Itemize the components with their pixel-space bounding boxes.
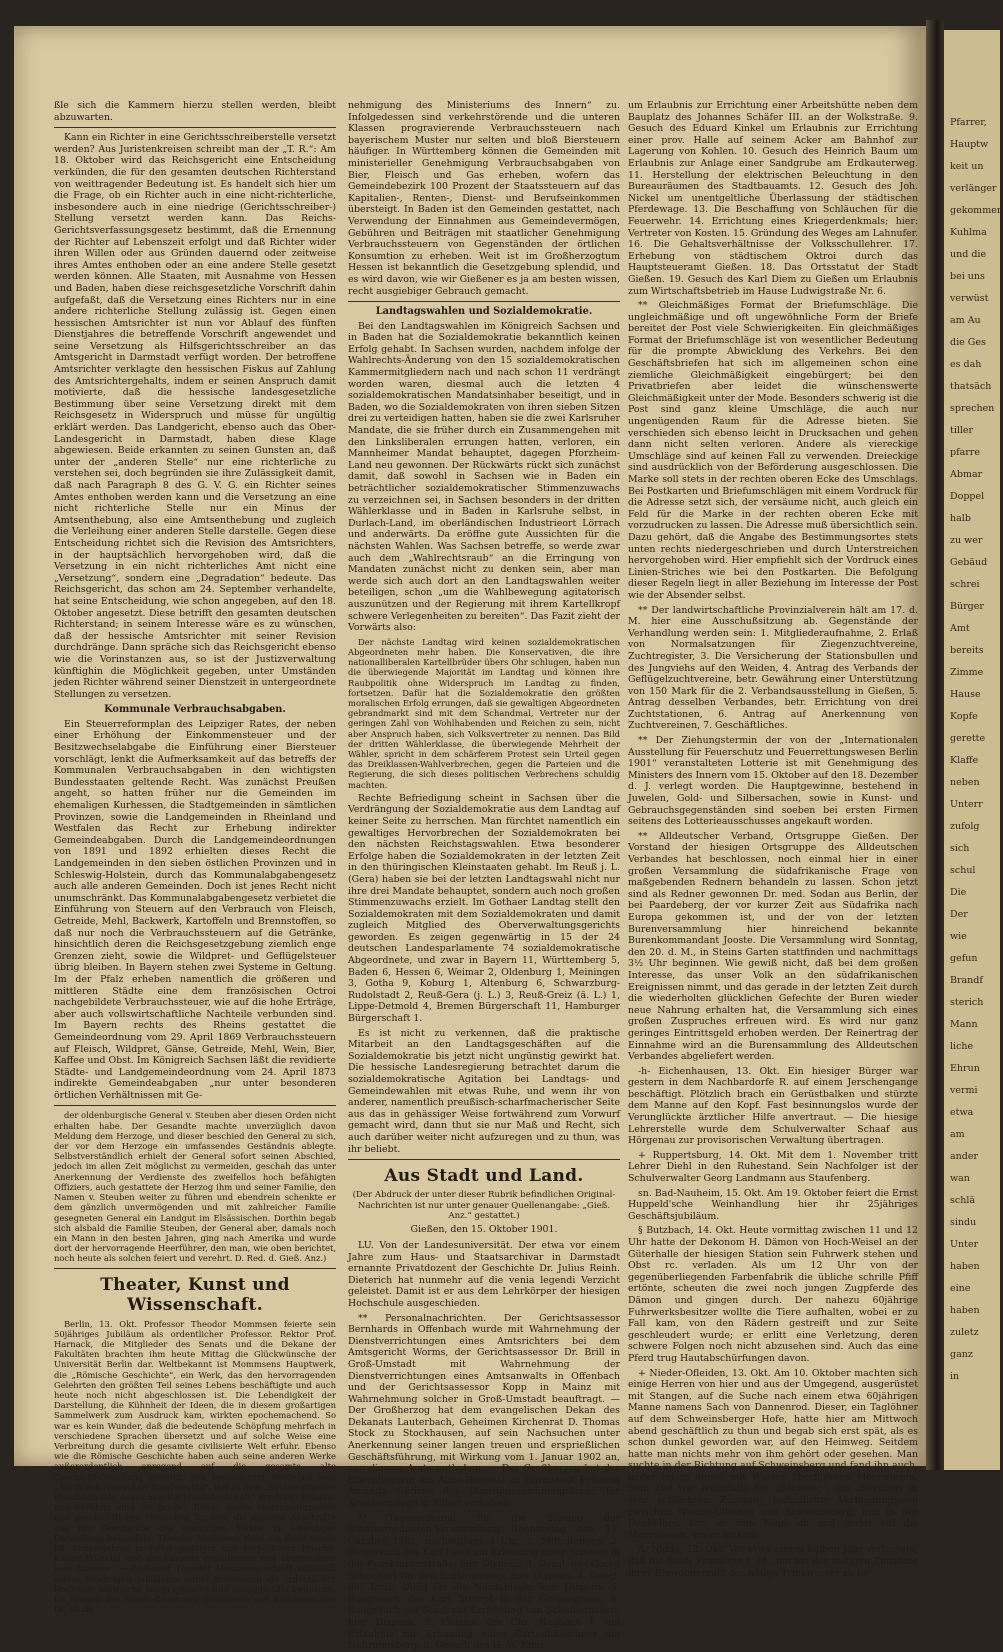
next-page-line: haben xyxy=(950,1261,980,1272)
next-page-line: Kopfe xyxy=(950,711,978,722)
article-continuation: um Erlaubnis zur Errichtung einer Arbeitshütte neben dem Bauplatz des Johannes Schäfer III. an der Wolkstraße. 9. Gesuch des Eduard Kinkel um Erlaubnis zur Errichtung einer prov. Halle auf seinem Acker am Bahnhof zur Lagerung von Kohlen. 10. Gesuch des Heinrich Baum um Erlaubnis zur Anlage einer Sandgrube am Erdkauterweg. 11. Herstellung der elektrischen Beleuchtung in den Bureauräumen des Stadtbauamts. 12. Gesuch des Joh. Nickel um unentgeltliche Überlassung der städtischen Pferdewage. 13. Die Beschaffung von Schläuchen für die Feuerwehr. 14. Errichtung eines Kriegerdenkmals; hier: Vertreter von Kosten. 15. Gründung des Weges am Lahnufer. 16. Die Gehaltsverhältnisse der Volksschullehrer. 17. Erhebung von städtischem Oktroi durch das Hauptsteueramt Gießen. 18. Das Ortsstatut der Stadt Gießen. 19. Gesuch des Karl Diem zu Gießen um Erlaubnis zum Wirtschaftsbetrieb im Hause Ludwigstraße Nr. 6. xyxy=(628,100,918,297)
next-page-line: gerette xyxy=(950,733,986,744)
next-page-line: Unter xyxy=(950,1239,979,1250)
divider xyxy=(348,1159,620,1160)
heading-verbrauchsabgaben: Kommunale Verbrauchsabgaben. xyxy=(104,704,286,716)
next-page-line: sich xyxy=(950,843,970,854)
page-gutter xyxy=(926,20,944,1470)
next-page-line: Klaffe xyxy=(950,755,979,766)
article-eichenhausen: -h- Eichenhausen, 13. Okt. Ein hiesiger Bürger war gestern in dem Nachbardorfe R. auf einem Jerschengange beschäftigt. Plötzlich brach ein Gerüstbalken und stürzte dem Manne auf den Kopf. Fast besinnungslos wurde der Verunglückte ärztlicher Hilfe anvertraut. — Die hiesige Lehrerstelle wurde dem Schulverwalter Schaaf aus Hörgenau zur provisorischen Verwaltung übertragen. xyxy=(628,1065,918,1147)
column-1 xyxy=(54,100,336,1615)
next-page-line: liche xyxy=(950,1041,974,1052)
next-page-line: Doppel xyxy=(950,491,985,502)
next-page-line: sprechen xyxy=(950,403,995,414)
column-3 xyxy=(628,100,918,1579)
next-page-line: wie xyxy=(950,931,967,942)
next-page-line: Kuhlma xyxy=(950,227,987,238)
next-page-line: pfarre xyxy=(950,447,980,458)
next-page-line: etwa xyxy=(950,1107,974,1118)
next-page-line: Hauptw xyxy=(950,139,989,150)
next-page-line: Mann xyxy=(950,1019,978,1030)
next-page-line: Gebäud xyxy=(950,557,988,568)
article-quote-vorwaerts: Der nächste Landtag wird keinen sozialdemokratischen Abgeordneten mehr haben. Die Konservativen, die ihre nationalliberalen Kartellbrüder übers Ohr schlugen, haben nun die überwiegende Majorität im Landtag und können ihre Raubpolitik ohne Widerspruch im Landtag zu finden, fortsetzen. Dafür hat die Sozialdemokratie den größten moralischen Erfolg errungen, daß sie gewaltigen Abgeordneten gebrandmarkt sind mit dem Schandmal, Vertreter nur der geringen Zahl von Wohlhabenden und Reichen zu sein, nicht aber Anspruch haben, sich Volksvertreter zu nennen. Das Bild der dritten Wählerklasse, die überwiegende Mehrheit der Wähler, spricht in dem schärferem Protest sein Urteil gegen das Dreiklassen-Wahlverbrechen, gegen die Parteien und die Regierung, die sich dieses politischen Verbrechens schuldig machten. xyxy=(348,636,620,790)
next-page-edge xyxy=(944,30,1003,1470)
next-page-line: Amt xyxy=(950,623,970,634)
next-page-line: es dah xyxy=(950,359,982,370)
article-continuation: ßle sich die Kammern hierzu stellen werden, bleibt abzuwarten. xyxy=(54,100,336,123)
next-page-line: Zimme xyxy=(950,667,984,678)
article-ruppertsburg: + Ruppertsburg, 14. Okt. Mit dem 1. November tritt Lehrer Diehl in den Ruhestand. Sein Nachfolger ist der Schulverwalter Georg Landmann aus Staufenberg. xyxy=(628,1149,918,1185)
next-page-line: bereits xyxy=(950,645,984,656)
next-page-line: gefun xyxy=(950,953,978,964)
next-page-line: die Ges xyxy=(950,337,986,348)
next-page-line: halb xyxy=(950,513,971,524)
next-page-line: schlä xyxy=(950,1195,976,1206)
next-page-line: Die xyxy=(950,887,967,898)
divider xyxy=(54,127,336,128)
divider xyxy=(348,301,620,302)
article-continuation: nehmigung des Ministeriums des Innern“ zu. Infolgedessen sind verkehrstörende und die unteren Klassen progravierende Verbrauchssteuern nach bayerischem Muster nur selten und bloß Biersteuern häufiger. In Württemberg können die Gemeinden mit ministerieller Genehmigung Verbrauchsabgaben von Bier, Fleisch und Gas erheben, wofern das Gemeindebezirk 100 Prozent der Staatssteuern auf das Kapitalien-, Renten-, Dienst- und Berufseinkommen übersteigt. In Baden ist den Gemeinden gestattet, nach Verwendung der Einnahmen aus Gemeindevermögen, Gebühren und Beiträgen mit staatlicher Genehmigung Verbrauchssteuern von Gegenständen der örtlichen Konsumtion zu erheben. Weit ist im Großherzogtum Hessen ist bekanntlich die Gesetzgebung splendid, und es wird davon, wie wir Gießener es ja am besten wissen, recht ausgiebiger Gebrauch gemacht. xyxy=(348,100,620,297)
section-title-stadt-land: Aus Stadt und Land. xyxy=(384,1166,584,1187)
next-page-line: Hause xyxy=(950,689,981,700)
next-page-line: gekommen xyxy=(950,205,1003,216)
next-page-line: zufolg xyxy=(950,821,980,832)
article-mitarbeit: Es ist nicht zu verkennen, daß die praktische Mitarbeit an den Landtagsgeschäften auf die Sozialdemokratie bis jetzt nicht ungünstig gewirkt hat. Die hessische Landesregierung betrachtet darum die sozialdemokratische Agitation bei Landtags- und Gemeindewahlen mit etwas Ruhe, und wenn ihr von anderer, namentlich preußisch-scharfmacherischer Seite aus das in gehässiger Weise fortwährend zum Vorwurf gemacht wird, dann thut sie nur Maß und Recht, sich auch darüber weiter nicht aufzuregen und zu thun, was ihr beliebt. xyxy=(348,1027,620,1155)
article-verbrauchsabgaben: Ein Steuerreformplan des Leipziger Rates, der neben einer Erhöhung der Einkommensteuer und der Besitzwechselabgabe die Einführung einer Biersteuer vorschlägt, lenkt die Aufmerksamkeit auf das betreffs der Kommunalen Verbrauchsabgaben in den wichtigsten Bundesstaaten geltende Recht. Was zunächst Preußen angeht, so hatten früher nur die Gemeinden im ehemaligen Kurhessen, die Stadtgemeinden in sämtlichen Provinzen, sowie die Landgemeinden in Rheinland und Westfalen das Recht zur Erhebung indirekter Gemeindeabgaben. Durch die Landgemeindeordnungen von 1891 und 1892 erhielten dieses Recht die Landgemeinden in den sieben östlichen Provinzen und in Schleswig-Holstein, durch das Kommunalabgabengesetz auch alle anderen Gemeinden. Doch ist jenes Recht nicht unumschränkt. Das Kommunalabgabengesetz verbietet die Einführung von Steuern auf den Verbrauch von Fleisch, Getreide, Mehl, Backwerk, Kartoffeln und Brennstoffen, so daß nur noch die Verbrauchssteuern auf die Getränke, hinsichtlich deren die Reichsgesetzgebung ziemlich enge Grenzen zieht, sowie die Wildpret- und Geflügelsteuer übrig bleiben. In Bayern stehen zwei Systeme in Geltung. Im der Pfalz erheben namentlich die größeren und mittleren Städte eine dem französischen Octroi nachgebildete Verbrauchssteuer, wie auf die hohe Erträge, aber auch vollswirtschaftliche Nachteile verbunden sind. Im Bayern rechts des Rheins gestattet die Gemeindeordnung vom 29. April 1869 Verbrauchssteuern auf Fleisch, Wildpret, Gänse, Getreide, Mehl, Wein, Bier, Kaffee und Obst. Im Königreich Sachsen läßt die revidierte Städte- und Landgemeindeordnung vom 24. April 1873 indirekte Gemeindeabgaben „nur unter besonderen örtlichen Verhältnissen mit Ge- xyxy=(54,718,336,1101)
next-page-text xyxy=(944,30,1003,1383)
article-mommsen: Berlin, 13. Okt. Professor Theodor Mommsen feierte sein 50jähriges Jubiläum als ordentlicher Professor. Rektor Prof. Harnack, die Mitglieder des Senats und die Dekane der Fakultäten brachten ihm heute Mittag die Glückwünsche der Universität Berlin dar. Weltbekannt ist Mommsens Hauptwerk, die „Römische Geschichte“, ein Werk, das den hervorragenden Gelehrten den größten Teil seines Lebens beschäftigte und auch heute noch nicht abgeschlossen ist. Die Lebendigkeit der Darstellung, die Kühnheit der Ideen, die in diesem großartigen Sammelwerk zum Ausdruck kam, wirkten epochemachend. So war es kein Wunder, daß die bedeutende Schöpfung mehrfach in verschiedene Sprachen übersetzt und auf solche Weise eine Verbreitung durch die gesamte civilisierte Welt erfuhr. Ebenso wie die Römische Geschichte haben auch seine anderen Werke außerordentlich anregend auf die gesamte alte Geschichtsforschung gewirkt. Von besonderem Werte ist sein „Abriß des römischen Staatsrechts“, der in dem „Systematischen Handbuch der deutschen Rechtswissenschaft“ erschien; bekannt und berühmt sind die großen Bände seiner rechtshistorischen und geschichtlichen römischen Studien, die einzelne Abschnitte aus der Geschichte des römischen Volkes in lebendiger Darstellung behandeln. Theodor Mommsen steht am Ende seines 84. Lebensjahres in voller geistiger und körperlicher Frische. Kaiser Wilhelm und die Kaiserin gratulierten und überreichten eine Adresse. — Professor Theodor Mommsen erhielt anläßlich seines 50jährigen Jubiläums seiner Ernennung als ordentlicher Professor zahlreiche telegraphische und sonstige Glückwünsche. Im Namen der Staats-Regierung gratulierte der Kultusminister Dr. Studt. xyxy=(54,1318,336,1615)
next-page-line: Pfarrer, xyxy=(950,117,987,128)
article-nieder-ofleiden: + Nieder-Ofleiden, 13. Okt. Am 10. Oktober machten sich einige Herren von hier und aus der Umgegend, ausgerüstet mit Stangen, auf die Suche nach einem etwa 60jährigen Manne namens Sach von Dannenrod. Dieser, ein Taglöhner auf dem Schweinsberger Hofe, hatte hier am Mittwoch abend geschäftlich zu thun und begab sich erst spät, als es schon dunkel geworden war, auf den Heimweg. Seitdem hatte man nichts mehr von ihm gehört oder gesehen. Man suchte in der Richtung auf Schweinsberg und fand ihn auch, leider tot in einem mit Wasser überfluteten Moorwiesen. Sein Ziel war jedenfalls der „Sachweg“, ein allerdings in sehr schlechtem Zustande befindlicher Verbindungsweg zwischen Nieder-Ofleiden und Schweinsberg, und in der Dunkelheit kam er vom Wege ab und geriet auf die Moorwiesen, wo er umkam. xyxy=(628,1367,918,1541)
article-sachsen: Rechte Befriedigung scheint in Sachsen über die Verdrängung der Sozialdemokratie aus dem Landtag auf keiner Seite zu herrschen. Man fürchtet namentlich ein gewaltiges Hervorbrechen der Sozialdemokraten bei den nächsten Reichstagswahlen. Etwa besonderer Erfolge haben die Sozialdemokraten in der letzten Zeit in den thüringischen Kleinstaaten gehabt. Im Reuß j. L. (Gera) haben sie bei der letzten Landtagswahl nicht nur ihre drei Mandate behauptet, sondern auch noch großen Stimmenzuwachs erzielt. Im Gothaer Landtag stellt den Sozialdemokraten mit dem Sozialdemokraten und damit zugleich Mitglied des Oberverwaltungsgerichts geworden. Es zeigen gegenwärtig in 15 der 24 deutschen Landesparlamente 74 sozialdemokratische Abgeordnete, und zwar in Bayern 11, Württemberg 5, Baden 6, Hessen 6, Weimar 2, Oldenburg 1, Meiningen 3, Gotha 9, Koburg 1, Altenburg 6, Schwarzburg-Rudolstadt 2, Reuß-Gera (j. L.) 3, Reuß-Greiz (ä. L.) 1, Lippe-Detmold 4, Bremen Bürgerschaft 11, Hamburger Bürgerschaft 1. xyxy=(348,792,620,1025)
article-richter: Kann ein Richter in eine Gerichtsschreiberstelle versetzt werden? Aus Juristenkreisen schreibt man der „T. R.“: Am 18. Oktober wird das Reichsgericht eine Entscheidung verkünden, die für den gesamten deutschen Richterstand von weittragender Bedeutung ist. Es handelt sich hier um die Frage, ob ein Richter auch in eine nicht-richterliche, insbesondere auch in eine niedrige (Gerichtsschreiber-) Stellung versetzt werden kann. Das Reichs-Gerichtsverfassungsgesetz bestimmt, daß die Ernennung der Richter auf Lebenszeit erfolgt und daß Richter wider ihren Willen oder aus Gründen dauernd oder zeitweise ihres Amtes enthoben oder an eine andere Stelle gesetzt werden können. Alle Staaten, mit Ausnahme von Hessen und Baden, haben diese reichsgesetzliche Vorschrift dahin aufgefaßt, daß die Versetzung eines Richters nur in eine andere richterliche Stellung zulässig ist. Gegen einen hessischen Amtsrichter ist nun vor Ablauf des fünften Dienstjahres die betreffende Vorschrift angewendet und seine Versetzung als Hilfsgerichtsschreiber an das Amtsgericht in Darmstadt verfügt worden. Der betroffene Amtsrichter verklagte den hessischen Fiskus auf Zahlung des Amtsrichtergehalts, indem er seinen Anspruch damit motivierte, daß die hessische landesgesetzliche Bestimmung über seine Versetzung direkt mit dem Reichsgesetz in Widerspruch und müsse für ungültig erklärt werden. Das Landgericht, ebenso auch das Ober-Landesgericht in Darmstadt, haben diese Klage abgewiesen. Beide erkannten zu seinen Gunsten an, daß unter der „anderen Stelle“ nur eine richterliche zu verstehen sei, doch begründen sie ihre Zulässigkeit damit, daß nach Paragraph 8 des G. V. G. ein Richter seines Amtes enthoben werden kann und die Versetzung an eine nicht richterliche Stelle nur ein Minus der Amtsenthebung, also eine Amtsenthebung und zugleich die Verleihung einer anderen Stelle darstelle. Gegen diese Entscheidung richtet sich die Revision des Amtsrichters, in der hauptsächlich hervorgehoben wird, daß die Versetzung in ein nicht richterliches Amt nicht eine „Versetzung“, sondern eine „Degradation“ bedeute. Das Reichsgericht, das schon am 24. September verhandelte, hat seine Entscheidung, wie schon angegeben, auf den 18. Oktober angesetzt. Diese betrifft den gesamten deutschen Richterstand; in seinem Interesse wäre es zu wünschen, daß der hessische Amtsrichter mit seiner Revision durchdränge. Dann spräche sich das Reichsgericht ebenso wie die Vorinstanzen aus, so ist der Justizverwaltung künftighin die Möglichkeit gegeben, unter Umständen jeden Richter während seiner Dienstzeit in untergeordnete Stellungen zu versetzen. xyxy=(54,132,336,700)
article-nidda: A. Nidda, 12. Okt. Vor etwa einem halben Jahr verlautete, daß die Stadt Frankfurt a. M., um bei der stetigen Zunahme ihrer Einwohnerzahl das nötige Trinkwasser zu be- xyxy=(628,1544,918,1579)
next-page-line: thatsäch xyxy=(950,381,992,392)
next-page-line: wan xyxy=(950,1173,970,1184)
next-page-line: keit un xyxy=(950,161,984,172)
next-page-line: haben xyxy=(950,1305,980,1316)
next-page-line: verlänger xyxy=(950,183,997,194)
next-page-line: Der xyxy=(950,909,968,920)
column-2 xyxy=(348,100,620,1652)
article-steuben: der oldenburgische General v. Steuben aber diesen Orden nicht erhalten habe. Der Gesandte machte unverzüglich davon Meldung dem Herzoge, und dieser beschied den General zu sich, der vor dem Herzoge ein umfassendes Geständnis ablegte. Selbstverständlich erhielt der General sofort seinen Abschied, jedoch im allen Zeit möglichst zu vermeiden, geschah das unter Anerkennung der Verdienste des zweifellos hoch befähigten Offiziers, auch gestattete der Herzog ihm und seiner Familie, den Namen v. Steuben weiter zu führen und ebendrein schenkte er dem gänzlich unvermögenden und mit zahlreicher Familie gesegneten General ein Landgut im Elsässischen. Dorthin begab sich alsbald die Familie Steuben, der General aber, damals noch ein Mann in den besten Jahren, ging nach Amerika und wurde dort der hervorragende Heerführer, den man, wie oben berichtet, noch heute als solchen feiert und verehrt. D. Red. d. Gieß. Anz.) xyxy=(54,1110,336,1264)
next-page-line: und die xyxy=(950,249,987,260)
article-personal: ** Personalnachrichten. Der Gerichtsassessor Bernhards in Offenbach wurde mit Wahrnehmung der Dienstverrichtungen eines Amtsrichters bei dem Amtsgericht Worms, der Gerichtsassessor Dr. Brill in Groß-Umstadt mit Wahrnehmung der Dienstverrichtungen eines Amtsanwalts in Offenbach und der Gerichtsassessor Kopp in Mainz mit Wahrnehmung solcher in Groß-Umstadt beauftragt. — Der Großherzog hat dem evangelischen Dekan des Dekanats Lauterbach, Geheimen Kirchenrat D. Thomas Stock zu Stockhausen, auf sein Nachsuchen unter Anerkennung seiner langen treuen und ersprießlichen Geschäftsführung, mit Wirkung vom 1. Januar 1902 an, von diesem Amte enthoben. — Der Großherzog hat der Oberpflegerin am Alice-Hospital zu Darmstadt Fräulein Amanda Gericke das Dienstauszeichnungskreuz für Krankenpflege in Silber verliehen. xyxy=(348,1312,620,1510)
next-page-line: sterich xyxy=(950,997,984,1008)
next-page-line: schrei xyxy=(950,579,980,590)
next-page-line: Unterr xyxy=(950,799,983,810)
dateline: Gießen, den 15. Oktober 1901. xyxy=(410,1224,558,1236)
article-ziehungstermin: ** Der Ziehungstermin der von der „Internationalen Ausstellung für Feuerschutz und Feuerrettungswesen Berlin 1901“ veranstalteten Lotterie ist mit Genehmigung des Ministers des Innern vom 15. Oktober auf den 18. Dezember d. J. verlegt worden. Die Hauptgewinne, bestehend in Juwelen, Gold- und Silbersachen, sowie in Kunst- und Gebrauchsgegenständen sind soeben bei ersten Firmen seitens des Lotterieausschusses angekauft worden. xyxy=(628,735,918,828)
next-page-line: Bürger xyxy=(950,601,984,612)
divider xyxy=(54,1105,336,1106)
next-page-line: sindu xyxy=(950,1217,977,1228)
next-page-line: Abmar xyxy=(950,469,983,480)
next-page-line: zu wer xyxy=(950,535,983,546)
next-page-line: am Au xyxy=(950,315,981,326)
article-universitaet: LU. Von der Landesuniversität. Der etwa vor einem Jahre zum Haus- und Staatsarchivar in Darmstadt ernannte Privatdozent der Geschichte Dr. Julius Reinh. Dieterich hat nunmehr auf die venia legendi Verzicht geleistet. Damit ist er aus dem Lehrkörper der hiesigen Hochschule ausgeschieden. xyxy=(348,1239,620,1309)
next-page-line: schul xyxy=(950,865,976,876)
next-page-line: vermi xyxy=(950,1085,978,1096)
next-page-line: am xyxy=(950,1129,965,1140)
article-butzbach: § Butzbach, 14. Okt. Heute vormittag zwischen 11 und 12 Uhr hatte der Dekonom H. Dämon von Hoch-Weisel an der Güterhalle der hiesigen Station sein Fuhrwerk stehen und Obst rc. verladen. Als um 12 Uhr von der gegenüberliegenden Farbenfabrik die übliche schrille Pfiff ertönte, scheuten die zwei noch jungen Zugpferde des Dämon und gingen durch. Der nahezu 60jährige Fuhrwerksbesitzer wollte die Tiere aufhalten, wobei er zu Fall kam, von den Rädern gestreift und zur Seite geschleudert wurde; er erlitt eine Verletzung, deren schwere Folgen noch nicht abzusehen sind. Auch das eine Pferd trug Hautabschürfungen davon. xyxy=(628,1225,918,1364)
article-provinzialverein: ** Der landwirtschaftliche Provinzialverein hält am 17. d. M. hier eine Ausschußsitzung ab. Gegenstände der Verhandlung werden sein: 1. Mitgliederaufnahme, 2. Erlaß von Normalsatzungen für Ziegenzuchtvereine, Zuchtregister, 3. Die Versicherung der Stationsbullen und des Jungviehs auf den Weiden, 4. Antrag des Verbands der Geflügelzuchtvereine, betr. Gewährung einer Unterstützung von 150 Mark für die 2. Verbandsausstellung in Gießen, 5. Antrag desselben Verbandes, betr. Errichtung von drei Zuchtstationen, 6. Antrag auf Anerkennung von Zuchtvereinen, 7. Geschäftliches. xyxy=(628,604,918,732)
heading-landtagswahlen: Landtagswahlen und Sozialdemokratie. xyxy=(375,306,593,318)
next-page-line: verwüst xyxy=(950,293,989,304)
section-title-theater: Theater, Kunst und Wissenschaft. xyxy=(100,1274,290,1315)
article-bad-nauheim: sn. Bad-Nauheim, 15. Okt. Am 19. Oktober feiert die Ernst Huppeld'sche Weinhandlung hier ihr 25jähriges Geschäftsjubiläum. xyxy=(628,1187,918,1222)
next-page-line: zuletz xyxy=(950,1327,979,1338)
next-page-line: Ehrun xyxy=(950,1063,980,1074)
article-briefumschlaege: ** Gleichmäßiges Format der Briefumschläge. Die ungleichmäßige und oft ungewöhnliche Form der Briefe bereitet der Post viele Schwierigkeiten. Ein gleichmäßiges Format der Briefumschläge ist von wesentlicher Bedeutung für die prompte Abwicklung des Verkehrs. Bei den Geschäftsbriefen hat sich im allgemeinen schon eine ziemliche Gleichmäßigkeit eingebürgert; bei den Privatbriefen aber leidet die wünschenswerte Gleichmäßigkeit unter der Mode. Besonders schwerig ist die Post sind ganz kleine Umschläge, die auch nur ungenügenden Raum für die Adresse bieten. Sie verschieden sich ebenso leicht in Drucksachen und gehen dann nicht selten verloren. Andere als viereckige Umschläge sind auf keinen Fall zu verwenden. Dreieckige sind ausdrücklich von der Beförderung ausgeschlossen. Die Marke soll stets in der rechten oberen Ecke des Umschlags. Bei Postkarten und Briefumschlägen mit einem Vordruck für die Adresse setzt sich, der versäume nicht, auch gleich ein Feld für die Marke in der rechten oberen Ecke mit vorzudrucken zu lassen. Die Adresse muß übersichtlich sein. Dazu gehört, daß die Angabe des Bestimmungsortes stets unten rechts niedergeschrieben und durch Unterstreichen hervorgehoben wird. Hier empfiehlt sich der Vordruck eines Linien-Striches wie bei den Postkarten. Die Befolgung dieser Regeln liegt in aller Beziehung im Interesse der Post wie der Absender selbst. xyxy=(628,300,918,601)
reprint-note: (Der Abdruck der unter dieser Rubrik befindlichen Original-Nachrichten ist nur unter genauer Quellenangabe: „Gieß. Anz.“ gestattet.) xyxy=(352,1190,616,1221)
next-page-line: eine xyxy=(950,1283,971,1294)
next-page-line: in xyxy=(950,1371,960,1382)
divider xyxy=(54,1268,336,1269)
next-page-line: Brandf xyxy=(950,975,983,986)
next-page-line: ander xyxy=(950,1151,979,1162)
next-page-line: neben xyxy=(950,777,980,788)
next-page-line: bei uns xyxy=(950,271,985,282)
article-landtagswahlen: Bei den Landtagswahlen im Königreich Sachsen und in Baden hat die Sozialdemokratie bekanntlich keinen Erfolg gehabt. In Sachsen wurden, nachdem infolge der Wahlrechts-Änderung von den 15 sozialdemokratischen Kammermitgliedern nach und nach schon 11 verdrängt worden waren, diesmal auch die letzten 4 sozialdemokratischen Mandatsinhaber beseitigt, und in Baden, wo die Sozialdemokraten von ihren sieben Sitzen drei zu verteidigen hatten, haben sie die zwei Karlsruher Mandate, die sie früher durch ein Zusammengehen mit den Linksliberalen errungen hatten, verloren, ein Mannheimer Mandat behauptet, dagegen Pforzheim-Land neu gewonnen. Der Rückwärts rückt sich zunächst damit, daß sowohl in Sachsen wie in Baden ein beträchtlicher sozialdemokratischer Stimmenzuwachs zu verzeichnen sei, in Sachsen besonders in der dritten Wählerklasse und in Baden in Karlsruhe selbst, in Durlach-Land, im oberländischen Industrieort Lörrach und anderwärts. Da eröffne gute Aussichten für die nächsten Wahlen. Was Sachsen betreffe, so werde zwar auch dem „Wahlrechtsraub“ an die Erringung von Mandaten zunächst nicht zu denken sein, aber man werde sich auch dort an den Landtagswahlen weiter beteiligen, schon „um die Wahlbewegung agitatorisch auszunützen und der Regierung mit ihrem Kartellkropf schwere Verlegenheiten zu bereiten“. Das Fazit zieht der Vorwärts also: xyxy=(348,320,620,634)
article-alldeutscher: ** Alldeutscher Verband, Ortsgruppe Gießen. Der Vorstand der hiesigen Ortsgruppe des Alldeutschen Verbandes hat beschlossen, noch einmal hier in einer großen Versammlung die südafrikanische Frage von maßgebenden Rednern behandeln zu lassen. Schon jetzt sind als Redner gewonnen Dr. med. Sodan aus Berlin, der bei Paardeberg, der vor kurzer Zeit aus Südafrika nach Europa gekommen ist, und der von der letzten Burenversammlung hier hinreichend bekannte Burenkommandant Jooste. Die Versammlung wird Sonntag, den 20. d. M., in Steins Garten stattfinden und nachmittags 3½ Uhr beginnen. Wie gewiß nicht, daß bei dem großen Interesse, das unser Volk an den südafrikanischen Ereignissen nimmt, und das gerade in der letzten Zeit durch die wiederholten glücklichen Gefechte der Buren wieder neue Nahrung erhalten hat, die Versammlung sich eines großen Zuspruches erfreuen wird. Es wird nur ganz geringes Eintrittsgeld erhoben werden. Der Reinertrag der Einnahme wird an die Burensammlung des Alldeutschen Verbandes abgeliefert werden. xyxy=(628,830,918,1063)
article-tagesordnung: ** Tagesordnung für die Sitzung der Stadtverordneten-Versammlung Donnerstag den 17. Oktober 1901, nachmittags 4 Uhr. 1. Mitteilungen. 2. Baugesuch des Karl Haas um Erbauung einer Scheuer in der Frankfurterstraße; hier Dispens. 3. Desgl. des Georg Schuchert für den Erdkauerweg; hier Dispens. 4. Desgl. des Louis Diehl für die Nordanlage; hier Dispens. 5. Baugesuch des Karl Stumpf in der Grabengasse. 6. Baugesuch der Stadt zur Errichtung von Schulbaracken; hier Dispens. 7. Gesuch des Chr. Haubach I. um Erlaubnis zur Erbauung eines Gartenhäuschens am Nahrungsberg. 8. Gesuch des H. W. Kinn xyxy=(348,1512,620,1652)
next-page-line: ganz xyxy=(950,1349,973,1360)
next-page-line: tiller xyxy=(950,425,974,436)
